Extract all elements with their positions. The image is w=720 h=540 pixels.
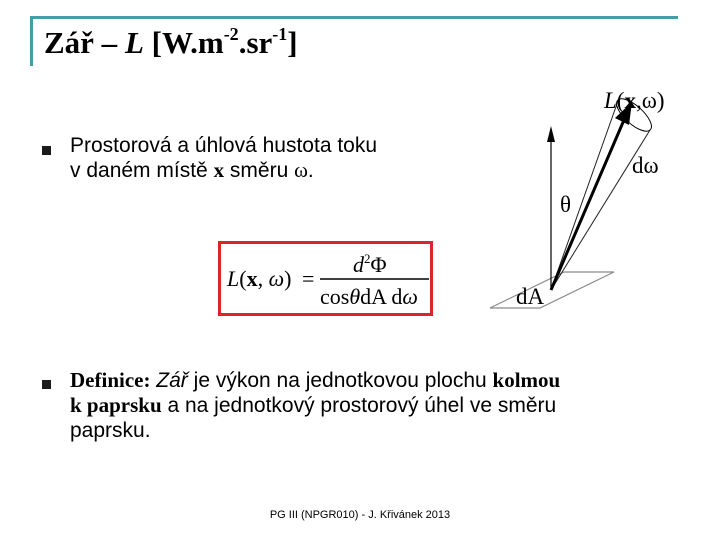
title-symbol: L	[124, 25, 144, 60]
bullet-2-text1: je výkon na jednotkovou plochu	[187, 369, 493, 392]
formula-num-phi: Φ	[370, 252, 387, 277]
bullet-marker-1	[42, 146, 51, 155]
radiance-formula	[221, 244, 430, 313]
bullet-1-line2-mid: směru	[224, 159, 295, 182]
bullet-marker-2	[42, 380, 51, 389]
title-exp1: -2	[223, 24, 239, 44]
definition-term: Zář	[150, 369, 188, 392]
bullet-1-bold-x: x	[213, 158, 225, 182]
formula-den-theta: θ	[349, 284, 361, 309]
bullet-2-line1	[70, 368, 710, 393]
title-exp2: -1	[272, 24, 288, 44]
bullet-1-omega: ω	[294, 158, 308, 182]
normal-arrowhead	[547, 126, 555, 142]
formula-lhs-close: )	[284, 266, 292, 291]
formula-num-exp: 2	[364, 251, 371, 266]
formula-den-dA: dA	[360, 284, 386, 309]
title-part4: ]	[287, 25, 298, 60]
formula-x: x	[246, 266, 258, 291]
formula-lhs	[226, 266, 291, 291]
diagram-L-comma: ,	[635, 88, 642, 113]
formula-lhs-sep: ,	[257, 266, 269, 291]
bullet-1-line2	[70, 158, 377, 183]
formula-numerator	[353, 251, 387, 277]
title-part2: [W.m	[143, 25, 224, 60]
diagram-L-close: )	[656, 88, 665, 113]
formula-equals: =	[302, 266, 315, 291]
radiance-formula-box	[218, 241, 433, 316]
title-frame-top	[30, 16, 678, 19]
bullet-1-text	[70, 133, 377, 183]
diagram-label-domega: dω	[632, 153, 659, 178]
radiance-diagram	[486, 82, 696, 314]
bullet-2-text	[70, 368, 710, 443]
formula-den-cos: cos	[320, 284, 350, 309]
bullet-2-bold-k-paprsku: k paprsku	[70, 393, 162, 417]
diagram-L-x: x	[624, 88, 636, 113]
title-part1: Zář –	[44, 25, 125, 60]
definition-label: Definice:	[70, 368, 151, 392]
bullet-1-line2-prefix: v daném místě	[70, 159, 214, 182]
slide-footer: PG III (NPGR010) - J. Křivánek 2013	[269, 509, 451, 521]
bullet-2-line3: paprsku.	[70, 419, 151, 442]
diagram-L-sym: L	[604, 88, 617, 113]
bullet-1-line2-end: .	[307, 159, 314, 182]
formula-den-d: d	[385, 284, 403, 309]
diagram-L-open: (	[616, 88, 625, 113]
bullet-2-bold-kolmou: kolmou	[492, 368, 561, 392]
bullet-2-line2	[70, 393, 710, 418]
diagram-label-theta: θ	[560, 192, 572, 217]
formula-denominator	[320, 284, 418, 309]
formula-num-d: d	[353, 252, 364, 277]
formula-lhs-open: (	[239, 266, 247, 291]
diagram-label-L	[603, 88, 665, 113]
formula-omega: ω	[268, 266, 285, 291]
bullet-2-text2: a na jednotkový prostorový úhel ve směru	[161, 394, 557, 417]
title-part3: .sr	[238, 25, 273, 60]
diagram-label-dA: dA	[516, 284, 545, 309]
formula-L: L	[227, 266, 240, 291]
formula-den-omega: ω	[402, 284, 418, 309]
title-frame-left	[30, 16, 33, 66]
bullet-1-line1: Prostorová a úhlová hustota toku	[70, 134, 378, 157]
diagram-L-omega: ω	[641, 88, 657, 113]
slide-title	[44, 24, 298, 61]
